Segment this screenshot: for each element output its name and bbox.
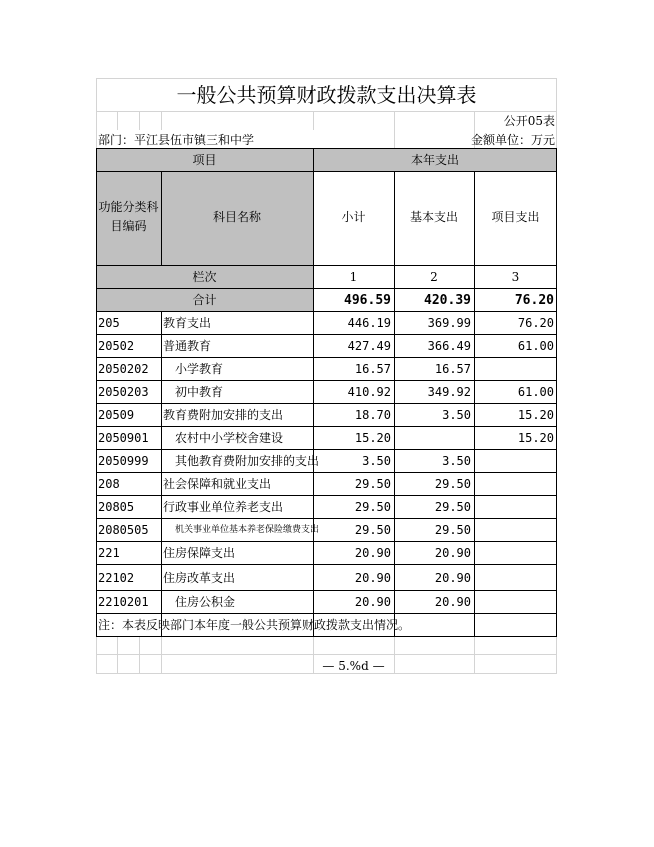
row-code: 20502 [98, 339, 135, 353]
row-name: 普通教育 [163, 339, 212, 353]
page-title: 一般公共预算财政拨款支出决算表 [176, 83, 477, 107]
column-no-3: 3 [511, 270, 520, 284]
header-name: 科目名称 [212, 210, 261, 224]
row-name: 住房改革支出 [163, 571, 236, 585]
row-name: 机关事业单位基本养老保险缴费支出 [175, 525, 320, 535]
row-basic: 29.50 [434, 523, 471, 537]
row-code: 2050999 [98, 454, 149, 468]
row-basic: 349.92 [427, 385, 471, 399]
row-name: 教育费附加安排的支出 [163, 408, 284, 422]
row-subtotal: 29.50 [354, 477, 391, 491]
column-no-1: 1 [349, 270, 358, 284]
row-code: 208 [98, 477, 120, 491]
total-subtotal: 496.59 [344, 293, 391, 308]
row-project: 61.00 [517, 385, 554, 399]
header-project-exp: 项目支出 [491, 210, 540, 224]
expenditure-sheet [96, 78, 557, 674]
row-basic: 366.49 [427, 339, 471, 353]
row-subtotal: 15.20 [354, 431, 391, 445]
header-code-line2: 目编码 [110, 219, 147, 233]
row-name: 行政事业单位养老支出 [163, 500, 284, 514]
row-code: 2050203 [98, 385, 149, 399]
row-basic: 16.57 [434, 362, 471, 376]
table-note: 注：本表反映部门本年度一般公共预算财政拨款支出情况。 [98, 618, 411, 632]
total-project: 76.20 [514, 293, 554, 308]
row-code: 2080505 [98, 523, 149, 537]
row-basic: 29.50 [434, 477, 471, 491]
row-subtotal: 446.19 [347, 316, 391, 330]
row-name: 小学教育 [175, 362, 224, 376]
header-project: 项目 [192, 153, 217, 167]
row-subtotal: 3.50 [362, 454, 391, 468]
unit-label: 金额单位：万元 [470, 133, 555, 147]
row-subtotal: 29.50 [354, 500, 391, 514]
row-subtotal: 20.90 [354, 571, 391, 585]
row-code: 221 [98, 546, 120, 560]
row-basic: 369.99 [427, 316, 471, 330]
row-name: 其他教育费附加安排的支出 [175, 454, 320, 468]
row-subtotal: 20.90 [354, 595, 391, 609]
row-basic: 29.50 [434, 500, 471, 514]
department-label: 部门：平江县伍市镇三和中学 [98, 133, 255, 147]
row-subtotal: 16.57 [354, 362, 391, 376]
row-project: 61.00 [517, 339, 554, 353]
total-label: 合计 [192, 293, 217, 307]
row-name: 教育支出 [163, 316, 212, 330]
row-basic: 20.90 [434, 595, 471, 609]
row-subtotal: 29.50 [354, 523, 391, 537]
row-code: 2210201 [98, 595, 149, 609]
row-name: 住房保障支出 [163, 546, 236, 560]
header-basic: 基本支出 [409, 210, 458, 224]
page-number: — 5.%d — [322, 659, 385, 673]
row-subtotal: 20.90 [354, 546, 391, 560]
row-code: 20509 [98, 408, 135, 422]
row-project: 76.20 [517, 316, 554, 330]
row-project: 15.20 [517, 431, 554, 445]
row-basic: 3.50 [442, 454, 471, 468]
row-code: 20805 [98, 500, 135, 514]
header-code-line1: 功能分类科 [98, 200, 159, 214]
row-name: 社会保障和就业支出 [163, 477, 272, 491]
column-no-2: 2 [430, 270, 438, 284]
row-code: 2050202 [98, 362, 149, 376]
total-basic: 420.39 [424, 293, 471, 308]
column-no-label: 栏次 [192, 270, 217, 284]
form-code: 公开05表 [503, 114, 555, 128]
row-basic: 3.50 [442, 408, 471, 422]
row-subtotal: 427.49 [347, 339, 391, 353]
header-current-year: 本年支出 [410, 153, 459, 167]
row-subtotal: 18.70 [354, 408, 391, 422]
row-code: 2050901 [98, 431, 149, 445]
row-name: 农村中小学校舍建设 [175, 431, 284, 445]
row-subtotal: 410.92 [347, 385, 391, 399]
row-project: 15.20 [517, 408, 554, 422]
row-basic: 20.90 [434, 571, 471, 585]
row-name: 初中教育 [175, 385, 224, 399]
header-subtotal: 小计 [341, 210, 366, 224]
row-basic: 20.90 [434, 546, 471, 560]
row-name: 住房公积金 [175, 595, 236, 609]
row-code: 22102 [98, 571, 135, 585]
row-code: 205 [98, 316, 120, 330]
